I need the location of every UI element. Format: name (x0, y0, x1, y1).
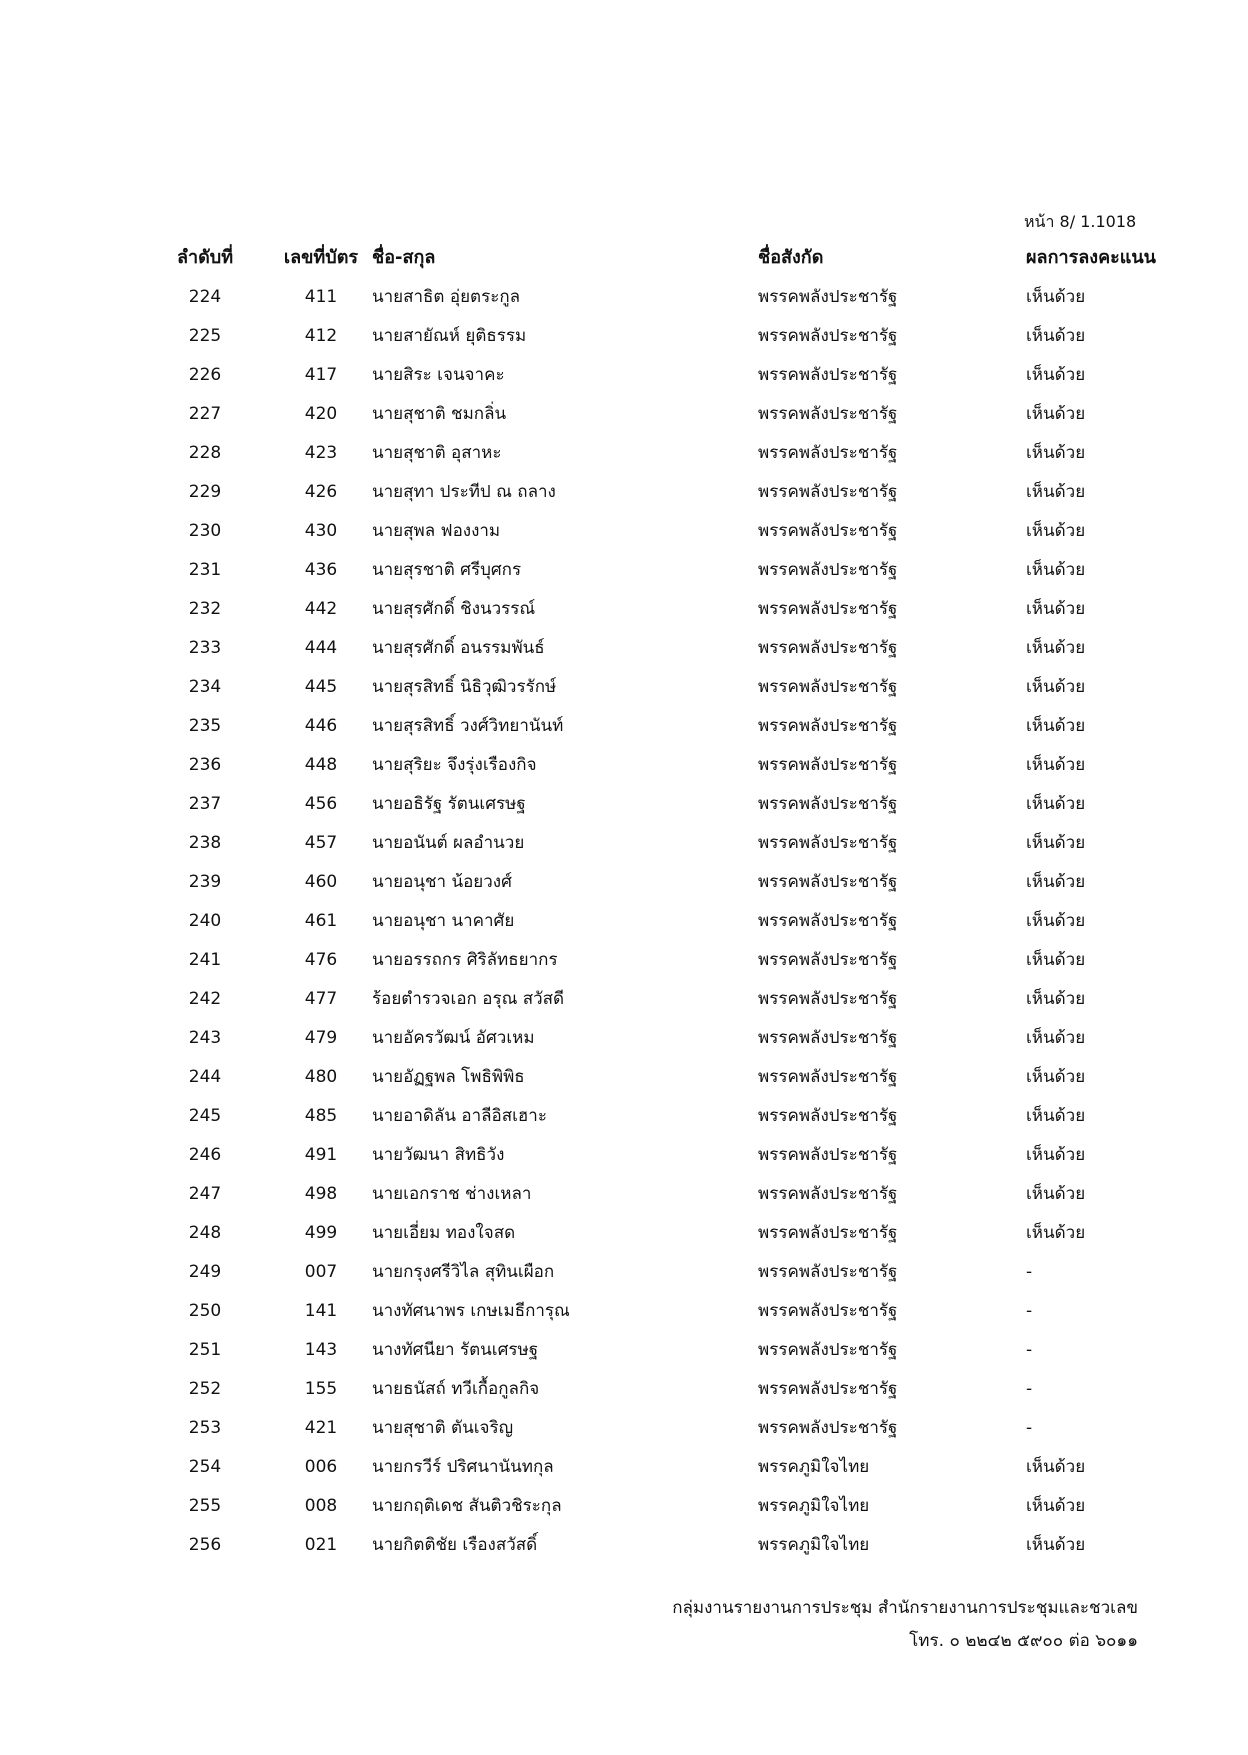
cell-card: 444 (304, 638, 338, 658)
cell-seq: 255 (188, 1496, 222, 1516)
cell-vote: เห็นด้วย (1026, 833, 1086, 853)
cell-vote: - (1026, 1418, 1033, 1438)
cell-name: นายสุรชาติ ศรีบุศกร (372, 560, 522, 580)
cell-name: นายสุทา ประทีป ณ ถลาง (372, 482, 556, 502)
cell-card: 448 (304, 755, 338, 775)
cell-party: พรรคพลังประชารัฐ (758, 560, 898, 580)
footer-phone: โทร. ๐ ๒๒๔๒ ๕๙๐๐ ต่อ ๖๐๑๑ (909, 1631, 1138, 1651)
cell-party: พรรคพลังประชารัฐ (758, 443, 898, 463)
table-row (150, 1097, 1180, 1136)
table-row (150, 1019, 1180, 1058)
cell-seq: 254 (188, 1457, 222, 1477)
table-row (150, 980, 1180, 1019)
cell-name: นายอาดิลัน อาลีอิสเฮาะ (372, 1106, 547, 1126)
cell-name: นายกรวีร์ ปริศนานันทกุล (372, 1457, 554, 1477)
cell-name: นายวัฒนา สิทธิวัง (372, 1145, 505, 1165)
table-row (150, 629, 1180, 668)
table-row (150, 1136, 1180, 1175)
cell-vote: - (1026, 1301, 1033, 1321)
table-row (150, 1448, 1180, 1487)
table-row (150, 590, 1180, 629)
cell-name: นายอัฏฐพล โพธิพิพิธ (372, 1067, 525, 1087)
cell-seq: 246 (188, 1145, 222, 1165)
cell-vote: เห็นด้วย (1026, 482, 1086, 502)
cell-card: 007 (304, 1262, 338, 1282)
cell-seq: 235 (188, 716, 222, 736)
vote-table (150, 238, 1180, 1565)
table-row (150, 1409, 1180, 1448)
cell-seq: 244 (188, 1067, 222, 1087)
cell-seq: 243 (188, 1028, 222, 1048)
table-row (150, 512, 1180, 551)
cell-card: 436 (304, 560, 338, 580)
cell-vote: เห็นด้วย (1026, 755, 1086, 775)
cell-name: นายกฤติเดช สันติวชิระกุล (372, 1496, 562, 1516)
cell-card: 479 (304, 1028, 338, 1048)
cell-card: 499 (304, 1223, 338, 1243)
cell-vote: เห็นด้วย (1026, 872, 1086, 892)
cell-card: 143 (304, 1340, 338, 1360)
header-name: ชื่อ-สกุล (372, 247, 436, 268)
table-row (150, 1214, 1180, 1253)
cell-seq: 232 (188, 599, 222, 619)
cell-party: พรรคพลังประชารัฐ (758, 833, 898, 853)
cell-card: 457 (304, 833, 338, 853)
cell-card: 420 (304, 404, 338, 424)
cell-seq: 250 (188, 1301, 222, 1321)
cell-name: นายอนุชา น้อยวงศ์ (372, 872, 512, 892)
table-row (150, 668, 1180, 707)
cell-vote: เห็นด้วย (1026, 716, 1086, 736)
cell-card: 423 (304, 443, 338, 463)
cell-seq: 230 (188, 521, 222, 541)
cell-card: 021 (304, 1535, 338, 1555)
cell-name: นายกิตติชัย เรืองสวัสดิ์ (372, 1535, 538, 1555)
table-row (150, 551, 1180, 590)
cell-name: นายเอี่ยม ทองใจสด (372, 1223, 516, 1243)
cell-card: 141 (304, 1301, 338, 1321)
cell-card: 480 (304, 1067, 338, 1087)
cell-party: พรรคพลังประชารัฐ (758, 1106, 898, 1126)
cell-party: พรรคพลังประชารัฐ (758, 326, 898, 346)
cell-party: พรรคภูมิใจไทย (758, 1496, 870, 1516)
cell-name: นายสุริยะ จึงรุ่งเรืองกิจ (372, 755, 537, 775)
cell-name: นายอธิรัฐ รัตนเศรษฐ (372, 794, 526, 814)
table-row (150, 278, 1180, 317)
cell-vote: เห็นด้วย (1026, 950, 1086, 970)
header-vote: ผลการลงคะแนน (1026, 247, 1156, 268)
cell-card: 460 (304, 872, 338, 892)
cell-vote: เห็นด้วย (1026, 1106, 1086, 1126)
cell-seq: 242 (188, 989, 222, 1009)
cell-party: พรรคพลังประชารัฐ (758, 482, 898, 502)
cell-vote: เห็นด้วย (1026, 560, 1086, 580)
table-row (150, 1058, 1180, 1097)
cell-party: พรรคพลังประชารัฐ (758, 1028, 898, 1048)
cell-party: พรรคพลังประชารัฐ (758, 677, 898, 697)
cell-vote: เห็นด้วย (1026, 287, 1086, 307)
cell-card: 477 (304, 989, 338, 1009)
cell-party: พรรคพลังประชารัฐ (758, 1418, 898, 1438)
cell-card: 498 (304, 1184, 338, 1204)
cell-seq: 256 (188, 1535, 222, 1555)
cell-seq: 245 (188, 1106, 222, 1126)
cell-card: 461 (304, 911, 338, 931)
cell-vote: เห็นด้วย (1026, 1184, 1086, 1204)
cell-name: นายธนัสถ์ ทวีเกื้อกูลกิจ (372, 1379, 540, 1399)
cell-party: พรรคพลังประชารัฐ (758, 1184, 898, 1204)
table-row (150, 434, 1180, 473)
cell-party: พรรคพลังประชารัฐ (758, 1067, 898, 1087)
cell-seq: 231 (188, 560, 222, 580)
cell-card: 155 (304, 1379, 338, 1399)
cell-vote: เห็นด้วย (1026, 1145, 1086, 1165)
cell-seq: 233 (188, 638, 222, 658)
cell-party: พรรคพลังประชารัฐ (758, 911, 898, 931)
cell-card: 442 (304, 599, 338, 619)
table-row (150, 1331, 1180, 1370)
cell-name: นายสุชาติ อุสาหะ (372, 443, 502, 463)
cell-party: พรรคพลังประชารัฐ (758, 638, 898, 658)
cell-seq: 251 (188, 1340, 222, 1360)
cell-vote: เห็นด้วย (1026, 326, 1086, 346)
cell-vote: เห็นด้วย (1026, 677, 1086, 697)
cell-vote: เห็นด้วย (1026, 599, 1086, 619)
table-header (150, 238, 1180, 278)
table-row (150, 1370, 1180, 1409)
cell-card: 411 (304, 287, 338, 307)
table-row (150, 356, 1180, 395)
cell-seq: 236 (188, 755, 222, 775)
cell-card: 426 (304, 482, 338, 502)
cell-vote: เห็นด้วย (1026, 404, 1086, 424)
cell-party: พรรคภูมิใจไทย (758, 1535, 870, 1555)
cell-party: พรรคพลังประชารัฐ (758, 599, 898, 619)
header-card: เลขที่บัตร (283, 247, 359, 268)
table-row (150, 1253, 1180, 1292)
cell-name: นายอรรถกร ศิริลัทธยากร (372, 950, 558, 970)
cell-seq: 249 (188, 1262, 222, 1282)
cell-vote: เห็นด้วย (1026, 1457, 1086, 1477)
cell-seq: 240 (188, 911, 222, 931)
cell-name: นายสุชาติ ชมกลิ่น (372, 404, 507, 424)
cell-name: นายอัครวัฒน์ อัศวเหม (372, 1028, 535, 1048)
table-row (150, 395, 1180, 434)
cell-card: 491 (304, 1145, 338, 1165)
footer (672, 1592, 1138, 1658)
cell-vote: เห็นด้วย (1026, 1067, 1086, 1087)
cell-name: นายสุรสิทธิ์ วงศ์วิทยานันท์ (372, 716, 564, 736)
cell-party: พรรคภูมิใจไทย (758, 1457, 870, 1477)
cell-seq: 229 (188, 482, 222, 502)
cell-card: 008 (304, 1496, 338, 1516)
cell-party: พรรคพลังประชารัฐ (758, 1379, 898, 1399)
cell-party: พรรคพลังประชารัฐ (758, 521, 898, 541)
cell-card: 421 (304, 1418, 338, 1438)
cell-party: พรรคพลังประชารัฐ (758, 365, 898, 385)
table-row (150, 902, 1180, 941)
cell-party: พรรคพลังประชารัฐ (758, 1262, 898, 1282)
cell-vote: เห็นด้วย (1026, 911, 1086, 931)
cell-vote: เห็นด้วย (1026, 989, 1086, 1009)
cell-vote: - (1026, 1340, 1033, 1360)
cell-seq: 237 (188, 794, 222, 814)
cell-seq: 227 (188, 404, 222, 424)
cell-name: นางทัศนาพร เกษเมธีการุณ (372, 1301, 570, 1321)
table-row (150, 1292, 1180, 1331)
cell-name: นางทัศนียา รัตนเศรษฐ (372, 1340, 539, 1360)
header-party: ชื่อสังกัด (758, 247, 824, 268)
cell-name: นายสิระ เจนจาคะ (372, 365, 505, 385)
cell-vote: - (1026, 1379, 1033, 1399)
cell-card: 417 (304, 365, 338, 385)
cell-vote: เห็นด้วย (1026, 638, 1086, 658)
cell-seq: 228 (188, 443, 222, 463)
table-row (150, 707, 1180, 746)
cell-vote: เห็นด้วย (1026, 365, 1086, 385)
table-row (150, 824, 1180, 863)
cell-vote: เห็นด้วย (1026, 521, 1086, 541)
cell-name: ร้อยตำรวจเอก อรุณ สวัสดี (372, 989, 565, 1009)
cell-party: พรรคพลังประชารัฐ (758, 287, 898, 307)
cell-seq: 241 (188, 950, 222, 970)
cell-party: พรรคพลังประชารัฐ (758, 950, 898, 970)
table-row (150, 317, 1180, 356)
table-row (150, 941, 1180, 980)
cell-vote: เห็นด้วย (1026, 1496, 1086, 1516)
table-row (150, 1487, 1180, 1526)
cell-party: พรรคพลังประชารัฐ (758, 794, 898, 814)
cell-name: นายสายัณห์ ยุติธรรม (372, 326, 527, 346)
cell-vote: - (1026, 1262, 1033, 1282)
cell-vote: เห็นด้วย (1026, 1028, 1086, 1048)
cell-name: นายสุรสิทธิ์ นิธิวุฒิวรรักษ์ (372, 677, 557, 697)
cell-seq: 247 (188, 1184, 222, 1204)
table-row (150, 1526, 1180, 1565)
cell-name: นายสุพล ฟองงาม (372, 521, 501, 541)
cell-name: นายสาธิต อุ่ยตระกูล (372, 287, 521, 307)
cell-seq: 225 (188, 326, 222, 346)
cell-card: 412 (304, 326, 338, 346)
table-row (150, 785, 1180, 824)
cell-name: นายเอกราช ช่างเหลา (372, 1184, 532, 1204)
table-row (150, 746, 1180, 785)
footer-office: กลุ่มงานรายงานการประชุม สำนักรายงานการประชุมและชวเลข (672, 1598, 1138, 1618)
cell-seq: 248 (188, 1223, 222, 1243)
page-number: หน้า 8/ 1.1018 (1024, 212, 1137, 231)
cell-seq: 234 (188, 677, 222, 697)
cell-name: นายอนันต์ ผลอำนวย (372, 833, 525, 853)
cell-party: พรรคพลังประชารัฐ (758, 755, 898, 775)
cell-seq: 239 (188, 872, 222, 892)
cell-seq: 226 (188, 365, 222, 385)
cell-card: 006 (304, 1457, 338, 1477)
cell-party: พรรคพลังประชารัฐ (758, 1223, 898, 1243)
cell-card: 430 (304, 521, 338, 541)
table-row (150, 1175, 1180, 1214)
cell-name: นายสุรศักดิ์ ชิงนวรรณ์ (372, 599, 536, 619)
cell-card: 446 (304, 716, 338, 736)
cell-name: นายสุรศักดิ์ อนรรมพันธ์ (372, 638, 545, 658)
cell-party: พรรคพลังประชารัฐ (758, 1340, 898, 1360)
table-body (150, 278, 1180, 1565)
cell-party: พรรคพลังประชารัฐ (758, 1301, 898, 1321)
cell-seq: 253 (188, 1418, 222, 1438)
cell-party: พรรคพลังประชารัฐ (758, 989, 898, 1009)
cell-seq: 238 (188, 833, 222, 853)
cell-card: 445 (304, 677, 338, 697)
cell-vote: เห็นด้วย (1026, 1223, 1086, 1243)
cell-party: พรรคพลังประชารัฐ (758, 716, 898, 736)
cell-party: พรรคพลังประชารัฐ (758, 1145, 898, 1165)
cell-name: นายอนุชา นาคาศัย (372, 911, 515, 931)
cell-card: 456 (304, 794, 338, 814)
cell-vote: เห็นด้วย (1026, 443, 1086, 463)
cell-seq: 252 (188, 1379, 222, 1399)
cell-vote: เห็นด้วย (1026, 1535, 1086, 1555)
header-seq: ลำดับที่ (176, 247, 234, 268)
cell-name: นายสุชาติ ตันเจริญ (372, 1418, 514, 1438)
cell-name: นายกรุงศรีวิไล สุทินเผือก (372, 1262, 555, 1282)
table-row (150, 473, 1180, 512)
cell-party: พรรคพลังประชารัฐ (758, 872, 898, 892)
cell-vote: เห็นด้วย (1026, 794, 1086, 814)
cell-seq: 224 (188, 287, 222, 307)
cell-party: พรรคพลังประชารัฐ (758, 404, 898, 424)
cell-card: 476 (304, 950, 338, 970)
table-row (150, 863, 1180, 902)
cell-card: 485 (304, 1106, 338, 1126)
